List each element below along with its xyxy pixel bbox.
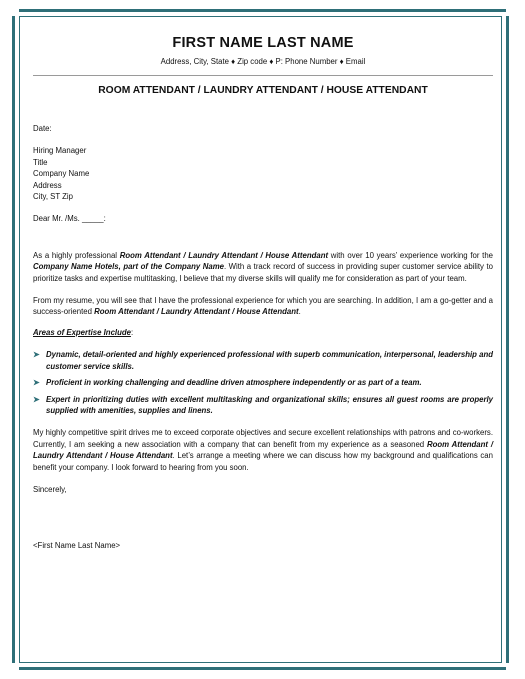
salutation: Dear Mr. /Ms. _____:	[33, 214, 106, 224]
expertise-heading: Areas of Expertise Include:	[33, 327, 134, 337]
header-divider	[33, 75, 493, 76]
letter-body	[33, 123, 493, 552]
list-item: ➤ Proficient in working challenging and deadline driven atmosphere independently or as part of a team.	[33, 378, 422, 388]
border-corner-notch	[506, 663, 516, 673]
paragraph-closing: My highly competitive spirit drives me to exceed corporate objectives and secure excellent relationships with patrons and co-workers. Currently, I am seeking a new association with a company that can benefit from my experience as a seasoned Room Attendant / Laundry Attendant / House Attendant. Let’s arrange a meeting where we can discuss how my background and qualifications can benefit your company. I look forward to hearing from you soon.	[33, 428, 494, 472]
applicant-name: FIRST NAME LAST NAME	[172, 35, 354, 51]
paragraph-experience: From my resume, you will see that I have the professional experience for which you are searching. In addition, I am a go-getter and a success-oriented Room Attendant / Laundry Attendant / House Attendant.	[33, 296, 493, 317]
arrow-right-icon: ➤	[33, 350, 40, 360]
date-line: Date:	[33, 124, 52, 133]
border-corner-notch	[9, 6, 19, 16]
recipient-line: City, ST Zip	[33, 192, 74, 202]
list-item: ➤ Dynamic, detail-oriented and highly experienced professional with superb communication, interpersonal, leadership and customer service skills.	[33, 350, 493, 371]
paragraph-intro: As a highly professional Room Attendant / Laundry Attendant / House Attendant with over 10 years’ experience working for the Company Name Hotels, part of the Company Name. With a track record of success in providing super customer service ability to prioritize tasks and expertise multitasking, I believe that my diverse skills will qualify me for consideration as part of your team.	[33, 250, 493, 283]
list-item: ➤ Expert in prioritizing duties with excellent multitasking and organizational skills; ensures all guest rooms are properly supplied with amenities, supplies and linens.	[33, 394, 493, 415]
expertise-list	[33, 349, 493, 416]
recipient-line: Title	[33, 157, 48, 167]
arrow-right-icon: ➤	[33, 378, 40, 388]
letter-content	[33, 34, 493, 552]
recipient-line: Hiring Manager	[33, 146, 87, 156]
border-corner-notch	[9, 663, 19, 673]
closing-line: Sincerely,	[33, 484, 67, 494]
position-title: ROOM ATTENDANT / LAUNDRY ATTENDANT / HOUSE ATTENDANT	[98, 85, 428, 96]
recipient-line: Address	[33, 180, 62, 190]
recipient-address	[33, 145, 493, 202]
arrow-right-icon: ➤	[33, 394, 40, 404]
signature-name: <First Name Last Name>	[33, 541, 121, 551]
contact-line: Address, City, State ♦ Zip code ♦ P: Phone Number ♦ Email	[160, 57, 366, 66]
recipient-line: Company Name	[33, 169, 90, 179]
border-corner-notch	[506, 6, 516, 16]
